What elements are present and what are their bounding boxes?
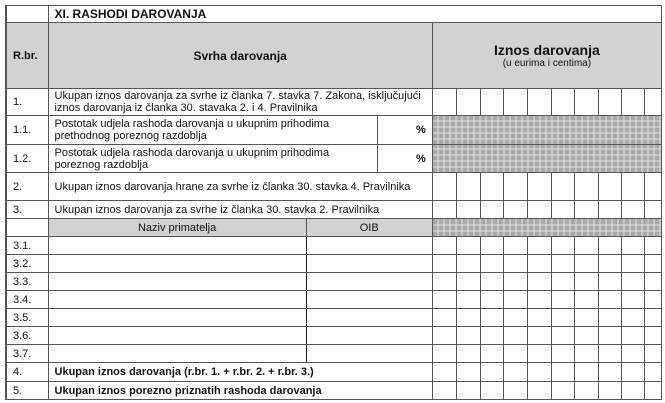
amount-digit-input[interactable] <box>480 382 503 400</box>
amount-digit-input[interactable] <box>598 382 621 400</box>
amount-digit-input[interactable] <box>527 327 551 345</box>
recipient-name-input[interactable] <box>48 309 306 327</box>
amount-digit-input[interactable] <box>644 345 661 363</box>
amount-digit-input[interactable] <box>574 201 598 219</box>
amount-digit-input[interactable] <box>621 273 644 291</box>
amount-digit-input[interactable] <box>574 173 598 201</box>
table-row <box>6 291 662 309</box>
amount-digit-input[interactable] <box>598 273 621 291</box>
amount-digit-input[interactable] <box>527 273 551 291</box>
amount-digit-input[interactable] <box>503 173 527 201</box>
amount-digit-input[interactable] <box>551 89 574 116</box>
section-title: XI. RASHODI DAROVANJA <box>48 6 661 23</box>
amount-digit-input[interactable] <box>503 237 527 255</box>
amount-digit-input[interactable] <box>621 255 644 273</box>
amount-digit-input[interactable] <box>621 345 644 363</box>
amount-digit-input[interactable] <box>551 291 574 309</box>
row-number: 1.1. <box>6 116 48 145</box>
recipient-oib-input[interactable] <box>306 309 432 327</box>
amount-digit-input[interactable] <box>551 201 574 219</box>
amount-digit-input[interactable] <box>456 89 480 116</box>
section-title-row <box>6 6 662 23</box>
row-description: Ukupan iznos darovanja za svrhe iz članka 7. stavka 7. Zakona, isključujući iznos darovanja iz članka 30. stavaka 2. i 4. Pravilnika <box>48 89 432 116</box>
amount-digit-input[interactable] <box>503 327 527 345</box>
amount-digit-input[interactable] <box>503 255 527 273</box>
table-row <box>6 237 662 255</box>
amount-digit-input[interactable] <box>598 345 621 363</box>
amount-digit-input[interactable] <box>480 201 503 219</box>
amount-digit-input[interactable] <box>574 89 598 116</box>
row-description: Postotak udjela rashoda darovanja u ukupnim prihodima poreznog razdoblja <box>48 145 377 173</box>
table-row <box>6 201 662 219</box>
amount-digit-input[interactable] <box>551 273 574 291</box>
amount-digit-input[interactable] <box>503 273 527 291</box>
amount-digit-input[interactable] <box>644 255 661 273</box>
amount-digit-input[interactable] <box>432 201 456 219</box>
amount-digit-input[interactable] <box>598 173 621 201</box>
amount-digit-input[interactable] <box>527 345 551 363</box>
recipient-name-input[interactable] <box>48 327 306 345</box>
table-row <box>6 327 662 345</box>
amount-digit-input[interactable] <box>598 363 621 382</box>
table-row <box>6 345 662 363</box>
amount-digit-input[interactable] <box>621 291 644 309</box>
amount-digit-input[interactable] <box>503 382 527 400</box>
amount-digit-input[interactable] <box>644 382 661 400</box>
table-row <box>6 145 662 173</box>
amount-digit-input[interactable] <box>527 89 551 116</box>
amount-digit-input[interactable] <box>598 201 621 219</box>
amount-digit-input[interactable] <box>644 201 661 219</box>
amount-digit-input[interactable] <box>432 345 456 363</box>
table-row <box>6 173 662 201</box>
amount-digit-input[interactable] <box>527 382 551 400</box>
percent-input[interactable]: % <box>377 116 432 145</box>
amount-digit-input[interactable] <box>432 382 456 400</box>
amount-digit-input[interactable] <box>598 237 621 255</box>
amount-digit-input[interactable] <box>621 201 644 219</box>
amount-digit-input[interactable] <box>621 309 644 327</box>
row-number: 1. <box>6 89 48 116</box>
amount-digit-input[interactable] <box>456 255 480 273</box>
blank-cell <box>6 6 48 23</box>
percent-input[interactable]: % <box>377 145 432 173</box>
amount-digit-input[interactable] <box>432 309 456 327</box>
amount-digit-input[interactable] <box>644 309 661 327</box>
amount-digit-input[interactable] <box>598 291 621 309</box>
amount-digit-input[interactable] <box>432 173 456 201</box>
amount-digit-input[interactable] <box>574 363 598 382</box>
amount-digit-input[interactable] <box>644 327 661 345</box>
table-row <box>6 219 662 237</box>
amount-digit-input[interactable] <box>503 363 527 382</box>
amount-digit-input[interactable] <box>503 89 527 116</box>
amount-digit-input[interactable] <box>551 173 574 201</box>
amount-digit-input[interactable] <box>574 309 598 327</box>
amount-digit-input[interactable] <box>644 89 661 116</box>
row-number: 3.1. <box>6 237 48 255</box>
amount-disabled <box>432 145 661 173</box>
table-row <box>6 273 662 291</box>
amount-digit-input[interactable] <box>574 273 598 291</box>
amount-digit-input[interactable] <box>527 291 551 309</box>
amount-digit-input[interactable] <box>527 173 551 201</box>
amount-digit-input[interactable] <box>598 89 621 116</box>
recipient-oib-input[interactable] <box>306 273 432 291</box>
oib-header: OIB <box>306 219 432 237</box>
amount-digit-input[interactable] <box>644 363 661 382</box>
amount-digit-input[interactable] <box>574 291 598 309</box>
amount-digit-input[interactable] <box>621 382 644 400</box>
amount-digit-input[interactable] <box>480 255 503 273</box>
amount-digit-input[interactable] <box>503 345 527 363</box>
recipient-oib-input[interactable] <box>306 237 432 255</box>
table-row <box>6 89 662 116</box>
amount-digit-input[interactable] <box>644 291 661 309</box>
recipient-name-input[interactable] <box>48 255 306 273</box>
table-row <box>6 363 662 382</box>
table-row <box>6 309 662 327</box>
amount-digit-input[interactable] <box>456 382 480 400</box>
amount-digit-input[interactable] <box>456 173 480 201</box>
amount-digit-input[interactable] <box>456 327 480 345</box>
amount-digit-input[interactable] <box>432 237 456 255</box>
row-description: Ukupan iznos darovanja (r.br. 1. + r.br. 2. + r.br. 3.) <box>48 363 432 382</box>
table-row <box>6 255 662 273</box>
amount-disabled <box>432 116 661 145</box>
recipient-name-input[interactable] <box>48 345 306 363</box>
svrha-header: Svrha darovanja <box>48 23 432 89</box>
header-row <box>6 23 662 89</box>
naziv-primatelja-header: Naziv primatelja <box>48 219 306 237</box>
amount-disabled <box>432 219 661 237</box>
amount-digit-input[interactable] <box>480 273 503 291</box>
amount-digit-input[interactable] <box>621 237 644 255</box>
row-description: Ukupan iznos porezno priznatih rashoda darovanja <box>48 382 432 400</box>
amount-digit-input[interactable] <box>551 363 574 382</box>
amount-digit-input[interactable] <box>480 237 503 255</box>
amount-digit-input[interactable] <box>456 201 480 219</box>
amount-digit-input[interactable] <box>480 291 503 309</box>
amount-digit-input[interactable] <box>621 89 644 116</box>
recipient-oib-input[interactable] <box>306 345 432 363</box>
iznos-header-title: Iznos darovanja <box>493 42 600 58</box>
amount-digit-input[interactable] <box>432 273 456 291</box>
amount-digit-input[interactable] <box>551 255 574 273</box>
amount-digit-input[interactable] <box>527 255 551 273</box>
amount-digit-input[interactable] <box>598 309 621 327</box>
amount-digit-input[interactable] <box>644 237 661 255</box>
amount-digit-input[interactable] <box>644 173 661 201</box>
amount-digit-input[interactable] <box>574 327 598 345</box>
amount-digit-input[interactable] <box>574 345 598 363</box>
rbr-header: R.br. <box>6 23 48 89</box>
blank-cell <box>6 219 48 237</box>
row-number: 3.4. <box>6 291 48 309</box>
amount-digit-input[interactable] <box>551 345 574 363</box>
amount-digit-input[interactable] <box>480 327 503 345</box>
amount-digit-input[interactable] <box>527 309 551 327</box>
row-description: Ukupan iznos darovanja za svrhe iz članka 30. stavka 2. Pravilnika <box>48 201 432 219</box>
amount-digit-input[interactable] <box>574 255 598 273</box>
table-row <box>6 382 662 400</box>
amount-digit-input[interactable] <box>644 273 661 291</box>
row-description: Postotak udjela rashoda darovanja u ukupnim prihodima prethodnog poreznog razdoblja <box>48 116 377 145</box>
rashodi-darovanja-form <box>5 5 662 400</box>
amount-digit-input[interactable] <box>503 309 527 327</box>
amount-digit-input[interactable] <box>432 255 456 273</box>
amount-digit-input[interactable] <box>432 291 456 309</box>
amount-digit-input[interactable] <box>574 382 598 400</box>
amount-digit-input[interactable] <box>598 327 621 345</box>
amount-digit-input[interactable] <box>456 309 480 327</box>
amount-digit-input[interactable] <box>551 327 574 345</box>
row-number: 4. <box>6 363 48 382</box>
amount-digit-input[interactable] <box>456 291 480 309</box>
amount-digit-input[interactable] <box>621 173 644 201</box>
iznos-header-subtitle: (u eurima i centima) <box>502 58 592 69</box>
amount-digit-input[interactable] <box>621 327 644 345</box>
row-number: 3.6. <box>6 327 48 345</box>
row-number: 3. <box>6 201 48 219</box>
amount-digit-input[interactable] <box>527 201 551 219</box>
amount-digit-input[interactable] <box>480 89 503 116</box>
amount-digit-input[interactable] <box>551 382 574 400</box>
amount-digit-input[interactable] <box>503 201 527 219</box>
recipient-oib-input[interactable] <box>306 291 432 309</box>
amount-digit-input[interactable] <box>432 363 456 382</box>
amount-digit-input[interactable] <box>527 363 551 382</box>
amount-digit-input[interactable] <box>432 327 456 345</box>
recipient-name-input[interactable] <box>48 237 306 255</box>
amount-digit-input[interactable] <box>456 237 480 255</box>
row-number: 3.7. <box>6 345 48 363</box>
recipient-name-input[interactable] <box>48 291 306 309</box>
amount-digit-input[interactable] <box>456 273 480 291</box>
row-number: 5. <box>6 382 48 400</box>
amount-digit-input[interactable] <box>456 363 480 382</box>
amount-digit-input[interactable] <box>480 309 503 327</box>
amount-digit-input[interactable] <box>480 345 503 363</box>
amount-digit-input[interactable] <box>551 309 574 327</box>
row-number: 2. <box>6 173 48 201</box>
recipient-oib-input[interactable] <box>306 255 432 273</box>
amount-digit-input[interactable] <box>551 237 574 255</box>
iznos-header <box>432 23 661 89</box>
amount-digit-input[interactable] <box>527 237 551 255</box>
amount-digit-input[interactable] <box>574 237 598 255</box>
amount-digit-input[interactable] <box>456 345 480 363</box>
amount-digit-input[interactable] <box>621 363 644 382</box>
row-number: 3.5. <box>6 309 48 327</box>
amount-digit-input[interactable] <box>480 173 503 201</box>
row-number: 1.2. <box>6 145 48 173</box>
amount-digit-input[interactable] <box>480 363 503 382</box>
table-row <box>6 116 662 145</box>
recipient-oib-input[interactable] <box>306 327 432 345</box>
row-description: Ukupan iznos darovanja hrane za svrhe iz članka 30. stavka 4. Pravilnika <box>48 173 432 201</box>
amount-digit-input[interactable] <box>598 255 621 273</box>
amount-digit-input[interactable] <box>503 291 527 309</box>
row-number: 3.2. <box>6 255 48 273</box>
amount-digit-input[interactable] <box>432 89 456 116</box>
recipient-name-input[interactable] <box>48 273 306 291</box>
row-number: 3.3. <box>6 273 48 291</box>
